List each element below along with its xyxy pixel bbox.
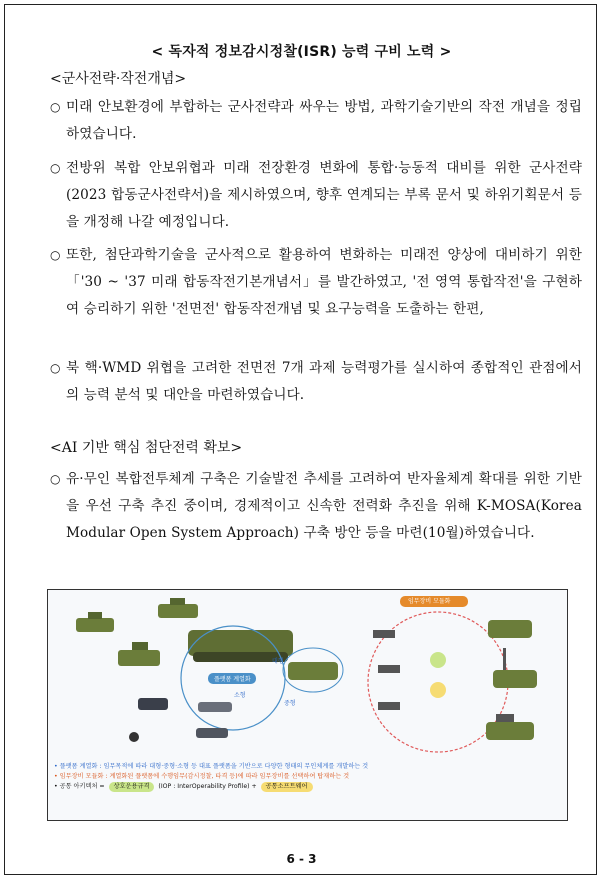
legend-iop-text: (IOP : InterOperability Profile) + bbox=[158, 783, 257, 790]
legend-line-platform: • 플랫폼 계열화 : 임무목적에 따라 대형·중형·소형 등 대표 플랫폼을 기반으로 다양한 형태의 무인체계를 개발하는 것 bbox=[54, 763, 369, 770]
bullet-circle-icon: ○ bbox=[50, 100, 61, 114]
section-heading-ai: <AI 기반 핵심 첨단전력 확보> bbox=[50, 440, 243, 456]
bullet-item bbox=[50, 355, 582, 409]
figure-illustration bbox=[48, 590, 566, 760]
platform-label: 플랫폼 계열화 bbox=[214, 676, 251, 683]
bullet-text: 유·무인 복합전투체계 구축은 기술발전 추세를 고려하여 반자율체계 확대를 위한 기반을 우선 구축 추진 중이며, 경제적이고 신속한 전력화 추진을 위해 K-MOSA(Korea Modular Open System Approach) 구축 방안 등을 마련(10월)하였습니다. bbox=[66, 471, 582, 541]
legend-line-mission: • 임무장비 모듈화 : 계열화된 플랫폼에 수행임무(감시정찰, 타격 등)에 따라 임무장비를 선택하여 탑재하는 것 bbox=[54, 773, 350, 780]
page-number: 6 - 3 bbox=[286, 852, 317, 866]
medium-vehicle-icon bbox=[283, 648, 343, 692]
box-title: < 독자적 정보감시정찰(ISR) 능력 구비 노력 > bbox=[151, 44, 452, 60]
legend-prefix: • 공통 아키텍처 = bbox=[54, 783, 105, 790]
large-label: 대형 bbox=[272, 658, 284, 665]
figure-legend bbox=[54, 762, 560, 792]
manned-unmanned-system-figure bbox=[47, 589, 568, 821]
bullet-item bbox=[50, 466, 582, 547]
mission-module-label: 임무장비 모듈화 bbox=[408, 598, 451, 605]
bullet-circle-icon: ○ bbox=[50, 161, 61, 175]
weapon-module-icon bbox=[373, 630, 446, 710]
tank-cluster-icon bbox=[76, 598, 293, 666]
small-label: 소형 bbox=[234, 692, 246, 699]
bullet-circle-icon: ○ bbox=[50, 472, 61, 486]
bullet-circle-icon: ○ bbox=[50, 248, 61, 262]
bullet-text: 미래 안보환경에 부합하는 군사전략과 싸우는 방법, 과학기술기반의 작전 개념을 정립하였습니다. bbox=[66, 99, 582, 142]
bullet-text: 전방위 복합 안보위협과 미래 전장환경 변화에 통합·능동적 대비를 위한 군사전략(2023 합동군사전략서)을 제시하였으며, 향후 연계되는 부록 문서 및 하위기획문서 등을 개정해 나갈 예정입니다. bbox=[66, 160, 582, 230]
medium-label: 중형 bbox=[284, 700, 296, 707]
legend-pill-iop: 상호운용규격 bbox=[109, 782, 155, 792]
bullet-text: 북 핵·WMD 위협을 고려한 전면전 7개 과제 능력평가를 실시하여 종합적인 관점에서의 능력 분석 및 대안을 마련하였습니다. bbox=[66, 360, 582, 403]
section-heading-strategy: <군사전략·작전개념> bbox=[50, 71, 187, 87]
bullet-circle-icon: ○ bbox=[50, 361, 61, 375]
legend-pill-software: 공통소프트웨어 bbox=[261, 782, 313, 792]
legend-line-architecture bbox=[54, 782, 560, 792]
bullet-item bbox=[50, 155, 582, 236]
bullet-item bbox=[50, 242, 582, 323]
small-robot-icon bbox=[129, 698, 232, 742]
ugv-icon bbox=[486, 620, 537, 740]
bullet-item bbox=[50, 94, 582, 148]
bullet-text: 또한, 첨단과학기술을 군사적으로 활용하여 변화하는 미래전 양상에 대비하기 위한 「'30 ~ '37 미래 합동작전기본개념서」를 발간하였고, '전 영역 통합작전'을 구현하여 승리하기 위한 '전면전' 합동작전개념 및 요구능력을 도출하는 한편, bbox=[66, 247, 582, 317]
